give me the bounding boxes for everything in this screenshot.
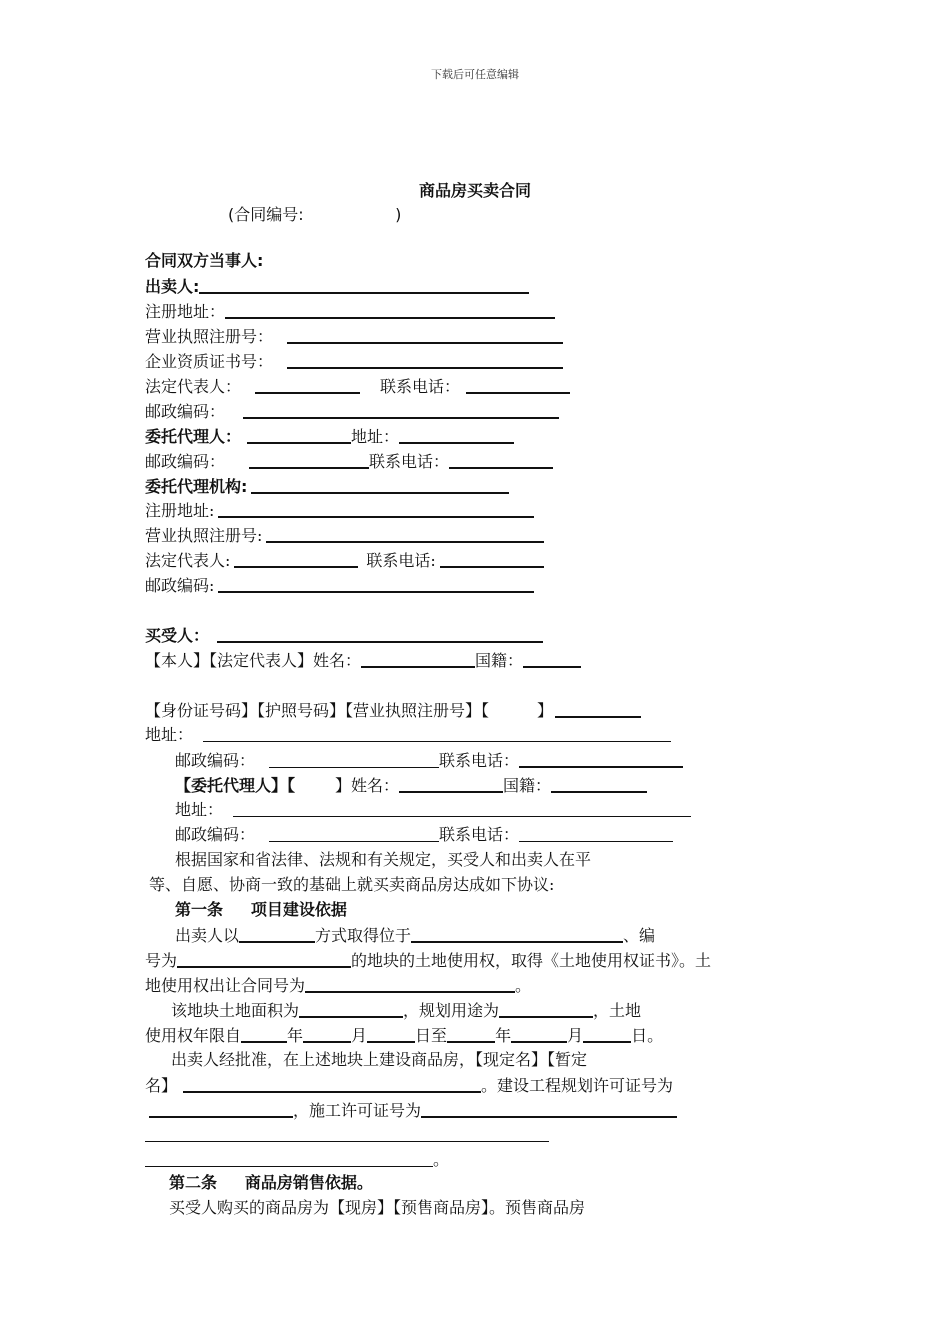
- construction-permit-blank[interactable]: [421, 1100, 677, 1118]
- buyer-address-label: 地址：: [145, 725, 194, 744]
- buyer-label: 买受人：: [145, 626, 210, 645]
- end-month-blank[interactable]: [511, 1025, 567, 1043]
- article1-day: 日至: [415, 1026, 448, 1045]
- buyer-blank[interactable]: [217, 625, 543, 643]
- continuation-blank-2[interactable]: [145, 1150, 433, 1167]
- buyer-nationality-blank[interactable]: [523, 650, 581, 668]
- seller-legal-rep-label: 法定代表人：: [145, 377, 242, 396]
- page-title: 商品房买卖合同: [418, 181, 531, 200]
- land-location-blank[interactable]: [411, 925, 623, 943]
- agency-blank[interactable]: [251, 476, 509, 494]
- agency-legal-rep-blank[interactable]: [234, 550, 358, 568]
- buyer-name-label: 【本人】【法定代表人】姓名：: [145, 651, 362, 670]
- article1-l5a: 使用权年限自: [145, 1026, 242, 1045]
- seller-license-blank[interactable]: [287, 326, 563, 344]
- article1-line-6: 出卖人经批准，在上述地块上建设商品房，【现定名】【暂定: [171, 1050, 588, 1069]
- article1-line-2: [145, 950, 711, 971]
- seller-license-line: [145, 326, 563, 347]
- seller-reg-address-line: [145, 301, 555, 322]
- article1-l3b: 。: [515, 976, 532, 995]
- agent-postcode-label: 邮政编码：: [145, 452, 226, 471]
- agency-license-label: 营业执照注册号:: [145, 526, 263, 545]
- buyer-id-blank[interactable]: [555, 700, 641, 718]
- article1-l1b: 方式取得位于: [315, 926, 412, 945]
- article1-l4a: 该地块土地面积为: [171, 1001, 300, 1020]
- agency-license-blank[interactable]: [266, 525, 544, 543]
- seller-postcode-blank[interactable]: [243, 401, 559, 419]
- article1-line-10: [145, 1150, 449, 1170]
- start-year-blank[interactable]: [241, 1025, 287, 1043]
- seller-qualification-label: 企业资质证书号：: [145, 352, 274, 371]
- land-area-blank[interactable]: [299, 1000, 403, 1018]
- article1-l1c: 、编: [623, 926, 656, 945]
- seller-reg-address-label: 注册地址：: [145, 302, 226, 321]
- start-month-blank[interactable]: [303, 1025, 351, 1043]
- land-number-blank[interactable]: [177, 950, 351, 968]
- buyer-postcode-label: 邮政编码：: [175, 751, 256, 770]
- article1-heading: 第一条 项目建设依据: [175, 900, 347, 919]
- article1-line-4: [171, 1000, 641, 1021]
- agent-blank[interactable]: [247, 426, 351, 444]
- agency-postcode-label: 邮政编码:: [145, 576, 215, 595]
- seller-qualification-blank[interactable]: [287, 351, 563, 369]
- agent-address-blank[interactable]: [399, 426, 514, 444]
- article1-l2b: 的地块的土地使用权，取得《土地使用权证书》。土: [351, 951, 712, 970]
- contract-number-line: (合同编号: ): [228, 205, 402, 224]
- buyer-agent-address-label: 地址：: [175, 800, 224, 819]
- article2-heading: 第二条 商品房销售依据。: [169, 1173, 373, 1192]
- end-day-blank[interactable]: [583, 1025, 631, 1043]
- agency-phone-label: 联系电话:: [366, 551, 436, 570]
- buyer-phone-label: 联系电话：: [439, 751, 520, 770]
- agent-line: [145, 426, 514, 447]
- buyer-id-close: 】: [537, 701, 554, 720]
- agent-phone-label: 联系电话：: [369, 452, 450, 471]
- article1-l7b: 。建设工程规划许可证号为: [481, 1076, 674, 1095]
- agent-label: 委托代理人：: [145, 427, 242, 446]
- seller-license-label: 营业执照注册号：: [145, 327, 274, 346]
- article1-l7a: 名】: [145, 1076, 178, 1095]
- article1-year2: 年: [495, 1026, 512, 1045]
- buyer-postcode-line: [175, 750, 683, 771]
- seller-blank[interactable]: [199, 276, 529, 294]
- article1-year: 年: [287, 1026, 304, 1045]
- seller-label: 出卖人:: [145, 277, 200, 296]
- agency-reg-address-label: 注册地址:: [145, 501, 215, 520]
- agent-address-label: 地址：: [351, 427, 400, 446]
- article1-l10b: 。: [433, 1150, 450, 1169]
- buyer-agent-phone-label: 联系电话：: [439, 825, 520, 844]
- transfer-contract-no-blank[interactable]: [305, 975, 515, 993]
- article2-line-1: 买受人购买的商品房为【现房】【预售商品房】。预售商品房: [169, 1198, 586, 1217]
- start-day-blank[interactable]: [367, 1025, 415, 1043]
- agent-postcode-line: [145, 451, 553, 472]
- agency-line: [145, 476, 509, 497]
- article1-l1a: 出卖人以: [175, 926, 240, 945]
- buyer-address-blank[interactable]: [203, 725, 671, 742]
- seller-qualification-line: [145, 351, 563, 372]
- article1-l8b: ，施工许可证号为: [293, 1101, 422, 1120]
- article1-l3a: 地使用权出让合同号为: [145, 976, 306, 995]
- seller-phone-label: 联系电话：: [380, 377, 461, 396]
- end-year-blank[interactable]: [447, 1025, 495, 1043]
- agent-postcode-blank[interactable]: [249, 451, 369, 469]
- seller-legal-rep-blank[interactable]: [255, 376, 360, 394]
- agency-license-line: [145, 525, 544, 546]
- planning-permit-blank[interactable]: [149, 1100, 293, 1118]
- agency-legal-rep-label: 法定代表人:: [145, 551, 231, 570]
- seller-legal-rep-line: [145, 376, 570, 397]
- buyer-agent-nationality-label: 国籍：: [503, 776, 552, 795]
- planned-use-blank[interactable]: [499, 1000, 593, 1018]
- buyer-agent-phone-blank[interactable]: [519, 825, 673, 842]
- agent-phone-blank[interactable]: [449, 451, 553, 469]
- seller-postcode-label: 邮政编码：: [145, 402, 226, 421]
- buyer-id-label: 【身份证号码】【护照号码】【营业执照注册号】【: [145, 701, 490, 720]
- article1-end: 日。: [631, 1026, 664, 1045]
- agency-phone-blank[interactable]: [440, 550, 544, 568]
- buyer-phone-blank[interactable]: [519, 750, 683, 768]
- article1-line-1: [175, 925, 655, 946]
- article1-line-8: [149, 1100, 677, 1121]
- preamble-line-2: 等、自愿、协商一致的基础上就买卖商品房达成如下协议:: [149, 875, 555, 894]
- buyer-line: [145, 625, 543, 646]
- article1-month2: 月: [567, 1026, 584, 1045]
- agency-reg-address-blank[interactable]: [218, 500, 534, 518]
- buyer-agent-postcode-line: [175, 825, 673, 845]
- article1-l4b: ，规划用途为: [403, 1001, 500, 1020]
- article1-month: 月: [351, 1026, 368, 1045]
- buyer-agent-address-line: [175, 800, 691, 820]
- project-name-blank[interactable]: [183, 1075, 481, 1093]
- header-note: 下载后可任意编辑: [431, 68, 519, 81]
- buyer-agent-line: [175, 775, 647, 796]
- article1-l2a: 号为: [145, 951, 178, 970]
- buyer-name-line: [145, 650, 581, 671]
- buyer-nationality-label: 国籍：: [475, 651, 524, 670]
- buyer-agent-nationality-blank[interactable]: [551, 775, 647, 793]
- buyer-address-line: [145, 725, 671, 745]
- seller-phone-blank[interactable]: [466, 376, 570, 394]
- acquisition-method-blank[interactable]: [239, 925, 315, 943]
- agency-postcode-blank[interactable]: [218, 575, 534, 593]
- preamble-line-1: 根据国家和省法律、法规和有关规定，买受人和出卖人在平: [175, 850, 592, 869]
- agency-legal-rep-line: [145, 550, 544, 571]
- article1-l4c: ，土地: [593, 1001, 642, 1020]
- parties-heading: 合同双方当事人:: [145, 251, 264, 270]
- buyer-id-line: [145, 700, 641, 721]
- buyer-postcode-blank[interactable]: [269, 751, 439, 768]
- buyer-agent-label: 【委托代理人】【: [175, 776, 296, 795]
- agency-label: 委托代理机构:: [145, 477, 248, 496]
- buyer-agent-name-label: 】姓名：: [335, 776, 400, 795]
- seller-reg-address-blank[interactable]: [225, 301, 555, 319]
- buyer-agent-name-blank[interactable]: [399, 775, 503, 793]
- buyer-name-blank[interactable]: [361, 650, 475, 668]
- agency-reg-address-line: [145, 500, 534, 521]
- buyer-agent-address-blank[interactable]: [233, 800, 691, 817]
- article1-line-3: [145, 975, 531, 996]
- seller-line: [145, 276, 529, 297]
- agency-postcode-line: [145, 575, 534, 596]
- article1-line-9: [145, 1125, 549, 1145]
- buyer-agent-postcode-blank[interactable]: [269, 825, 439, 842]
- buyer-agent-postcode-label: 邮政编码：: [175, 825, 256, 844]
- article1-line-5: [145, 1025, 663, 1046]
- article1-line-7: [145, 1075, 673, 1096]
- continuation-blank-1[interactable]: [145, 1125, 549, 1142]
- seller-postcode-line: [145, 401, 559, 422]
